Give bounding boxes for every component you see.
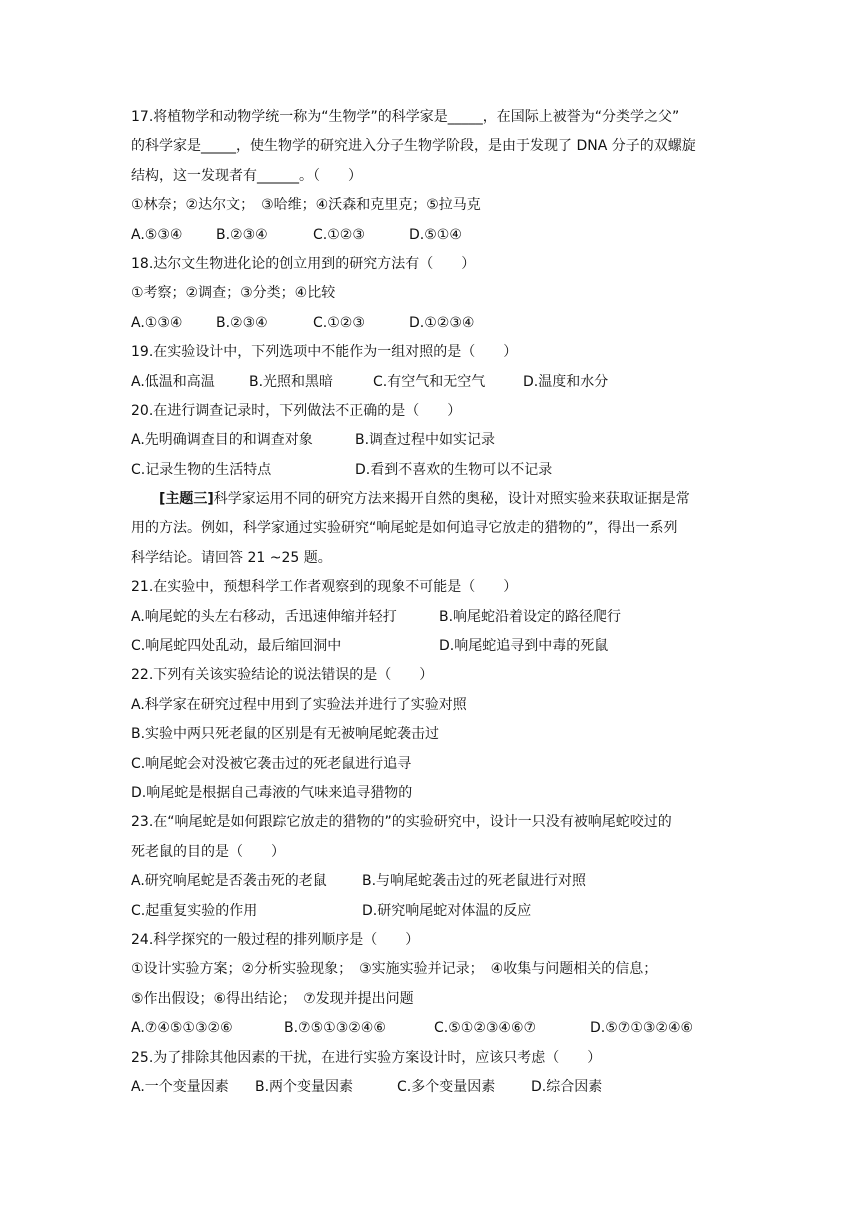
q19-option-a: A.低温和高温 (131, 373, 215, 390)
q17-stem-line-3: 结构，这一发现者有______。（ ） (131, 167, 362, 184)
q23-stem-line-2: 死老鼠的目的是（ ） (131, 843, 285, 860)
q19-options (131, 368, 731, 397)
theme3-text-1: 科学家运用不同的研究方法来揭开自然的奥秘，设计对照实验来获取证据是常 (213, 491, 690, 508)
q21-option-a: A.响尾蛇的头左右移动，舌迅速伸缩并轻打 (131, 608, 397, 625)
q20-options-row-1 (131, 426, 731, 455)
q17-option-a: A.⑤③④ (131, 226, 183, 243)
q21-option-b: B.响尾蛇沿着设定的路径爬行 (439, 608, 622, 625)
q24-option-d: D.⑤⑦①③②④⑥ (590, 1020, 694, 1037)
q17-stem-line-2: 的科学家是_____，使生物学的研究进入分子生物学阶段，是由于发现了 DNA 分子的双螺旋 (131, 138, 696, 155)
q22-option-c: C.响尾蛇会对没被它袭击过的死老鼠进行追寻 (131, 755, 412, 772)
q25-option-a: A.一个变量因素 (131, 1078, 229, 1095)
q21-options-row-1 (131, 603, 731, 632)
q20-options-row-2 (131, 456, 731, 485)
q24-option-c: C.⑤①②③④⑥⑦ (434, 1020, 537, 1037)
q19-option-d: D.温度和水分 (523, 373, 609, 390)
q18-stem: 18.达尔文生物进化论的创立用到的研究方法有（ ） (131, 255, 476, 272)
q25-options (131, 1073, 731, 1102)
q24-options (131, 1014, 731, 1043)
q20-stem: 20.在进行调查记录时，下列做法不正确的是（ ） (131, 402, 462, 419)
q18-choices: ①考察；②调查；③分类；④比较 (131, 285, 336, 302)
q21-option-d: D.响尾蛇追寻到中毒的死鼠 (439, 638, 609, 655)
q24-option-a: A.⑦④⑤①③②⑥ (131, 1020, 233, 1037)
q25-stem: 25.为了排除其他因素的干扰，在进行实验方案设计时，应该只考虑（ ） (131, 1049, 602, 1066)
q24-choices-line-1: ①设计实验方案；②分析实验现象； ③实施实验并记录； ④收集与问题相关的信息； (131, 961, 658, 978)
q18-option-c: C.①②③ (313, 314, 365, 331)
q18-options (131, 309, 731, 338)
q22-option-a: A.科学家在研究过程中用到了实验法并进行了实验对照 (131, 696, 467, 713)
q21-option-c: C.响尾蛇四处乱动，最后缩回洞中 (131, 638, 342, 655)
q17-stem-line-1: 17.将植物学和动物学统一称为“生物学”的科学家是_____，在国际上被誉为“分类学之父” (131, 109, 680, 125)
q22-stem: 22.下列有关该实验结论的说法错误的是（ ） (131, 667, 434, 684)
q24-stem: 24.科学探究的一般过程的排列顺序是（ ） (131, 931, 420, 948)
q23-option-c: C.起重复实验的作用 (131, 902, 258, 919)
theme3-line-3: 科学结论。请回答 21 ~25 题。 (131, 549, 332, 566)
q23-options-row-2 (131, 897, 731, 926)
q18-option-b: B.②③④ (216, 314, 268, 331)
q22-option-d: D.响尾蛇是根据自己毒液的气味来追寻猎物的 (131, 784, 413, 801)
q20-option-d: D.看到不喜欢的生物可以不记录 (355, 461, 553, 478)
q23-option-d: D.研究响尾蛇对体温的反应 (362, 902, 532, 919)
q18-option-a: A.①③④ (131, 314, 183, 331)
theme3-tag: [主题三] (159, 491, 214, 508)
q23-option-b: B.与响尾蛇袭击过的死老鼠进行对照 (362, 873, 587, 890)
theme3-line-2: 用的方法。例如，科学家通过实验研究“响尾蛇是如何追寻它放走的猎物的”，得出一系列 (131, 520, 678, 537)
q22-option-b: B.实验中两只死老鼠的区别是有无被响尾蛇袭击过 (131, 726, 440, 743)
q17-option-b: B.②③④ (216, 226, 268, 243)
q23-options-row-1 (131, 867, 731, 896)
q25-option-c: C.多个变量因素 (397, 1078, 496, 1095)
q25-option-b: B.两个变量因素 (255, 1078, 354, 1095)
q23-option-a: A.研究响尾蛇是否袭击死的老鼠 (131, 873, 327, 890)
q24-choices-line-2: ⑤作出假设；⑥得出结论； ⑦发现并提出问题 (131, 990, 414, 1007)
q21-options-row-2 (131, 632, 731, 661)
q17-option-c: C.①②③ (313, 226, 365, 243)
q20-option-b: B.调查过程中如实记录 (355, 432, 496, 449)
q21-stem: 21.在实验中，预想科学工作者观察到的现象不可能是（ ） (131, 579, 518, 596)
q24-option-b: B.⑦⑤①③②④⑥ (284, 1020, 386, 1037)
q20-option-c: C.记录生物的生活特点 (131, 461, 272, 478)
theme3-line-1 (131, 485, 731, 514)
q19-stem: 19.在实验设计中，下列选项中不能作为一组对照的是（ ） (131, 344, 518, 361)
q17-choices: ①林奈；②达尔文； ③哈维；④沃森和克里克；⑤拉马克 (131, 197, 481, 214)
q20-option-a: A.先明确调查目的和调查对象 (131, 432, 313, 449)
q17-option-d: D.⑤①④ (409, 226, 462, 243)
question-content (131, 103, 731, 1102)
q19-option-b: B.光照和黑暗 (249, 373, 334, 390)
q19-option-c: C.有空气和无空气 (373, 373, 486, 390)
q18-option-d: D.①②③④ (409, 314, 475, 331)
q17-options (131, 221, 731, 250)
q25-option-d: D.综合因素 (531, 1078, 603, 1095)
q23-stem-line-1: 23.在“响尾蛇是如何跟踪它放走的猎物的”的实验研究中，设计一只没有被响尾蛇咬过的 (131, 814, 672, 831)
